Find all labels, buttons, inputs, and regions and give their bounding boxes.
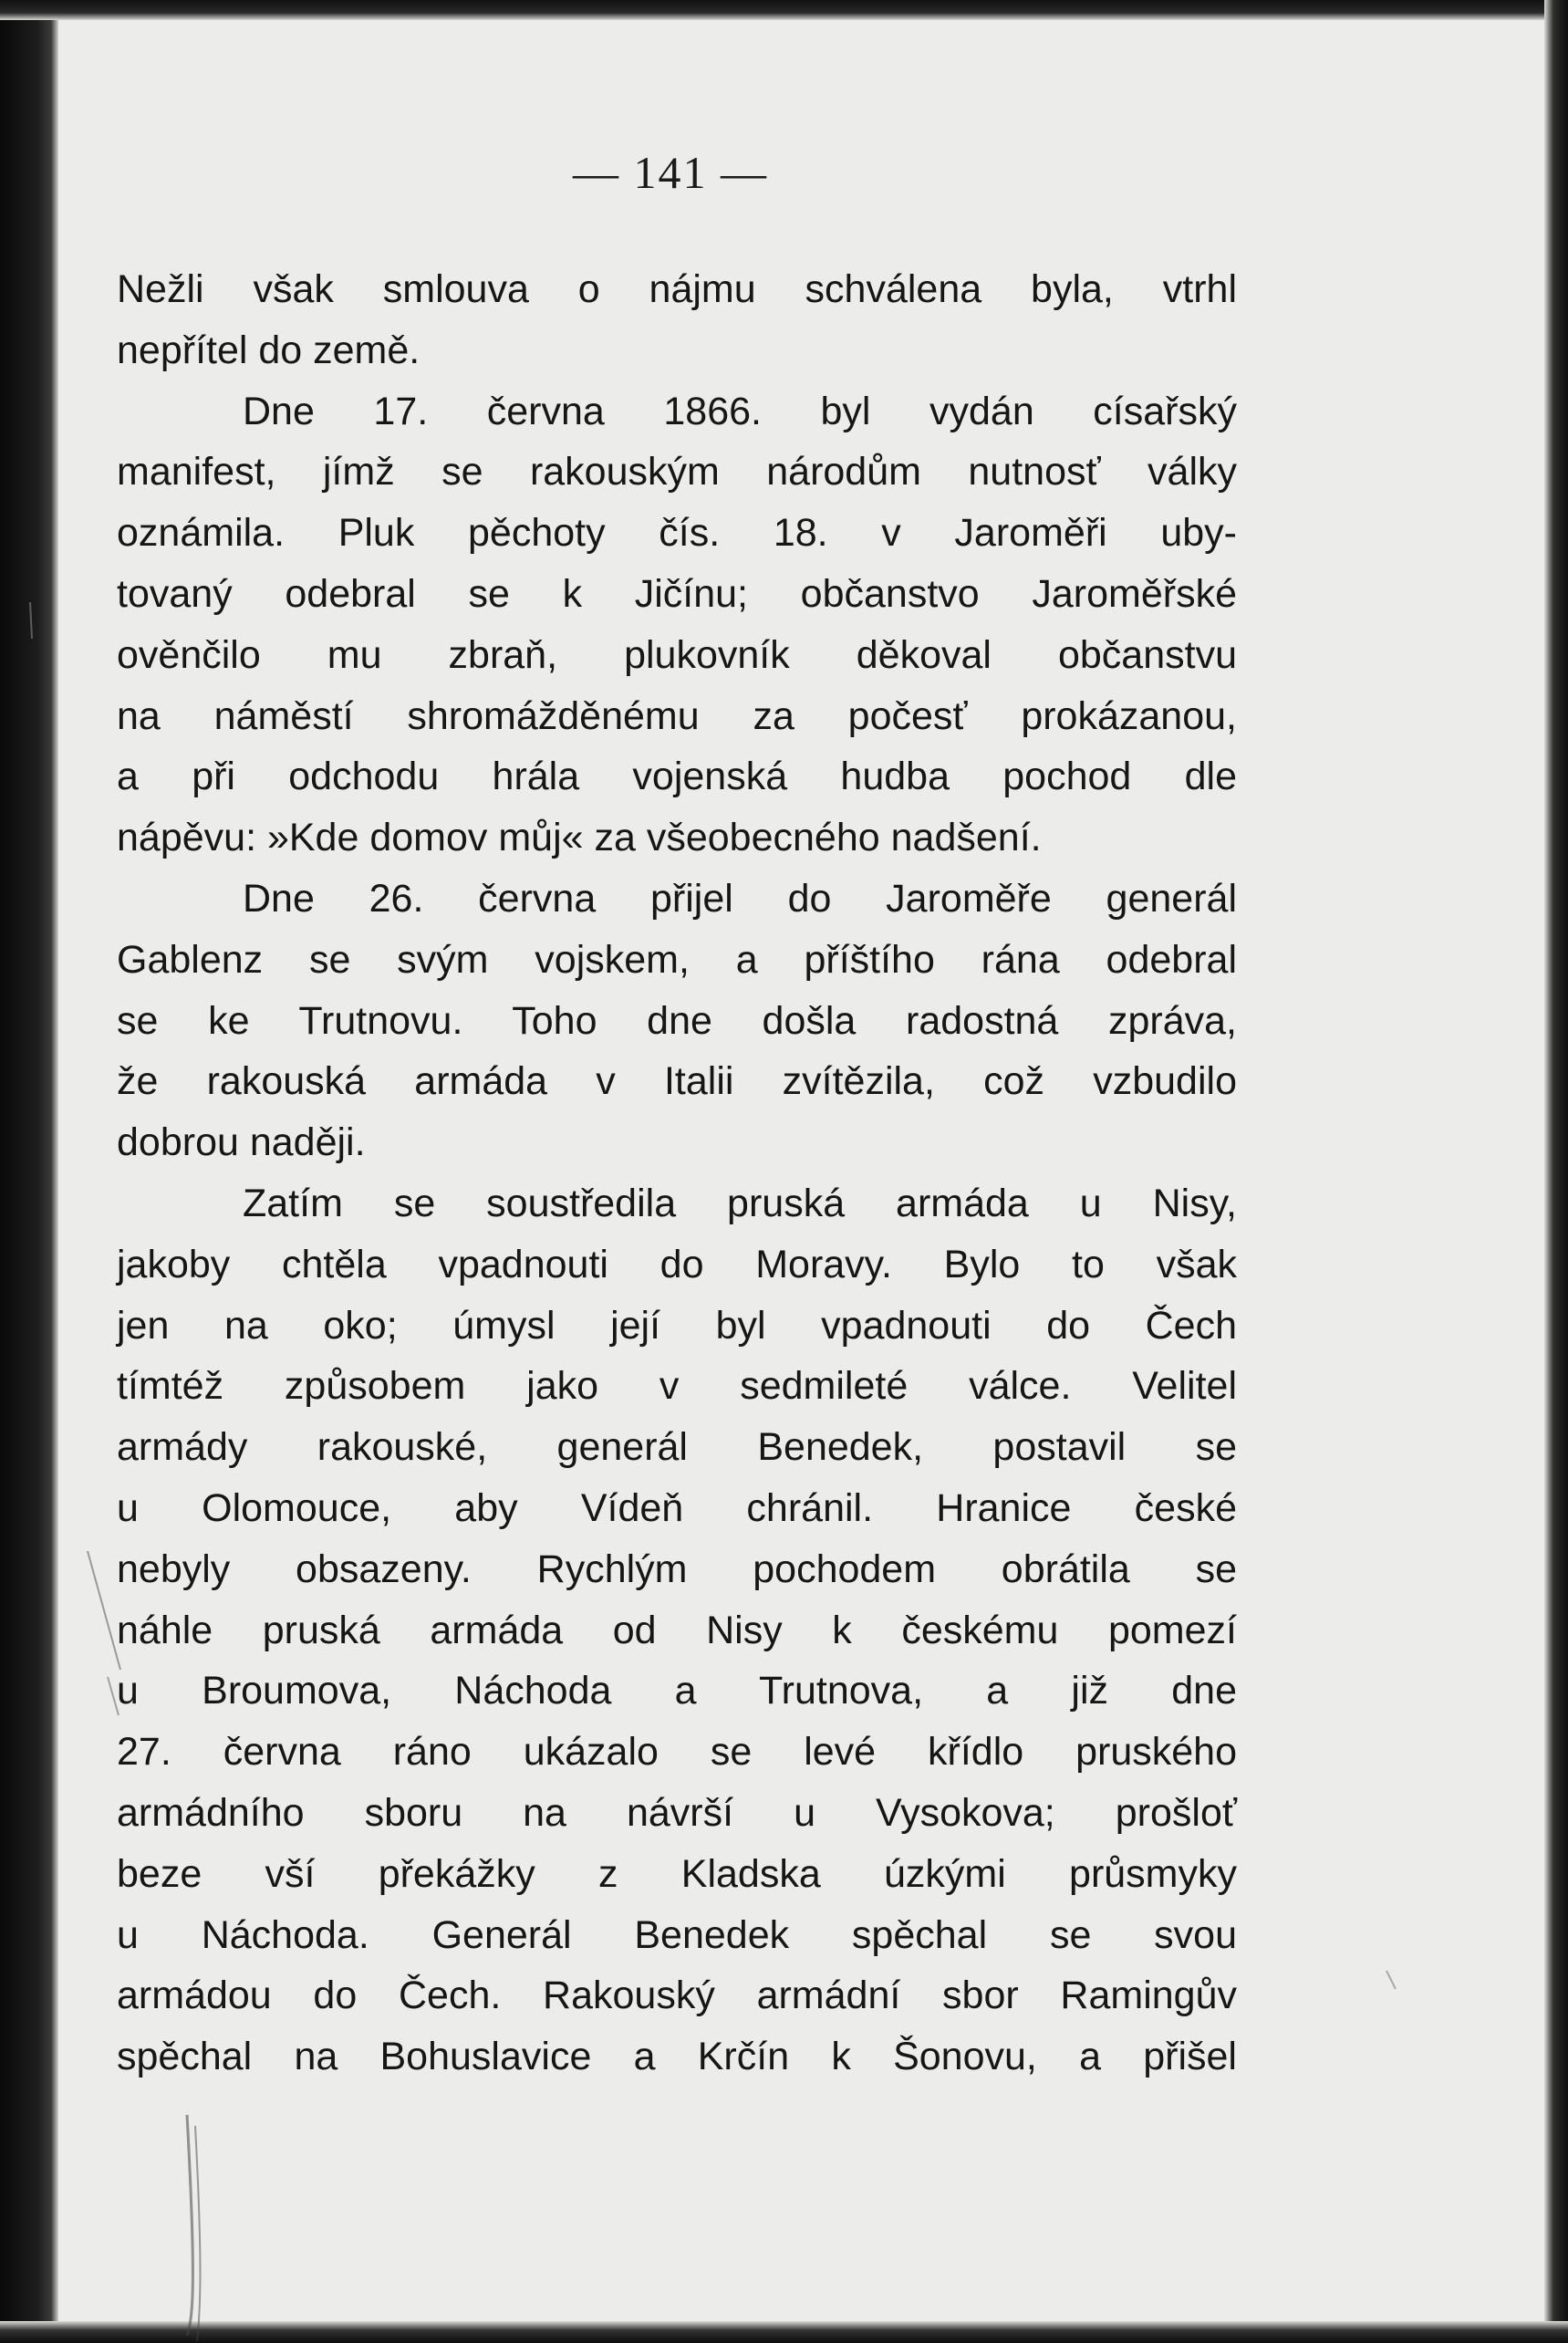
text-line: náhle pruská armáda od Nisy k českému pomezí [117, 1608, 1237, 1652]
text-line: oznámila. Pluk pěchoty čís. 18. v Jaroměři uby- [117, 511, 1237, 556]
text-line: jakoby chtěla vpadnouti do Moravy. Bylo to však [117, 1242, 1237, 1286]
text-line: tovaný odebral se k Jičínu; občanstvo Jaroměřské [117, 571, 1237, 616]
text-line: Gablenz se svým vojskem, a příštího rána odebral [117, 937, 1237, 982]
text-line: armády rakouské, generál Benedek, postavil se [117, 1425, 1237, 1470]
text-line: beze vší překážky z Kladska úzkými průsmyky [117, 1851, 1237, 1896]
text-line: u Broumova, Náchoda a Trutnova, a již dne [117, 1669, 1237, 1713]
text-line: na náměstí shromážděnému za počesť prokázanou, [117, 693, 1237, 738]
text-line: Nežli však smlouva o nájmu schválena byla, vtrhl [117, 267, 1237, 311]
text-line: dobrou naději. [117, 1120, 366, 1165]
text-line: 27. června ráno ukázalo se levé křídlo pruského [117, 1730, 1237, 1775]
text-line: Dne 17. června 1866. byl vydán císařský [243, 389, 1237, 433]
text-line: tímtéž způsobem jako v sedmileté válce. Velitel [117, 1364, 1237, 1409]
page-number: — 141 — [573, 147, 768, 198]
text-line: ověnčilo mu zbraň, plukovník děkoval občanstvu [117, 632, 1237, 677]
text-line: a při odchodu hrála vojenská hudba pochod dle [117, 755, 1237, 799]
text-line: u Náchoda. Generál Benedek spěchal se svou [117, 1912, 1237, 1957]
text-line: Dne 26. června přijel do Jaroměře generál [243, 876, 1237, 921]
text-line: armádou do Čech. Rakouský armádní sbor Ramingův [117, 1973, 1237, 2018]
text-line: jen na oko; úmysl její byl vpadnouti do Čech [117, 1303, 1237, 1348]
text-line: se ke Trutnovu. Toho dne došla radostná zpráva, [117, 998, 1237, 1043]
text-line: armádního sboru na návrší u Vysokova; prošloť [117, 1790, 1237, 1835]
text-line: že rakouská armáda v Italii zvítězila, což vzbudilo [117, 1059, 1237, 1104]
text-line: spěchal na Bohuslavice a Krčín k Šonovu, a přišel [117, 2035, 1237, 2079]
text-line: manifest, jímž se rakouským národům nutnosť války [117, 450, 1237, 495]
text-line: nápěvu: »Kde domov můj« za všeobecného nadšení. [117, 816, 1042, 860]
body-text [117, 259, 1237, 2088]
text-line: nebyly obsazeny. Rychlým pochodem obrátila se [117, 1546, 1237, 1591]
text-line: u Olomouce, aby Vídeň chránil. Hranice české [117, 1485, 1237, 1530]
text-line: Zatím se soustředila pruská armáda u Nisy, [243, 1181, 1237, 1225]
text-line: nepřítel do země. [117, 328, 421, 372]
